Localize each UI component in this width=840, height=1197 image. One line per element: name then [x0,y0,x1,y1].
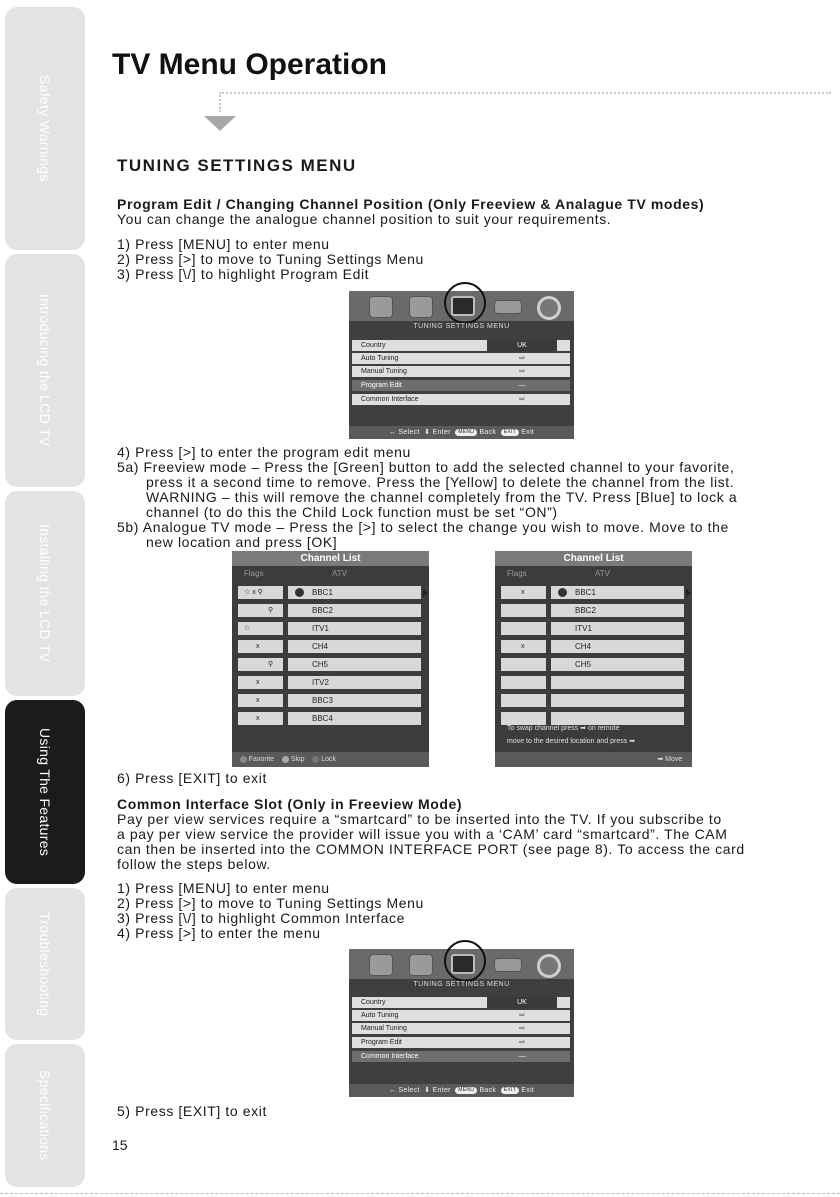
sound-icon [409,954,433,976]
channel-list-screenshot-freeview [232,551,429,767]
picture-icon [369,296,393,318]
sidebar-tab-safety-warnings[interactable] [5,7,85,250]
subheading-program-edit: Program Edit / Changing Channel Position (Only Freeview & Analague TV modes) [117,196,705,212]
channel-flag [501,694,546,707]
menu-icon-bar [349,291,574,321]
menu-icon-bar [349,949,574,979]
step-text: press it a second time to remove. Press the [Yellow] to delete the channel from the list. [146,474,735,490]
channel-row: BBC1 [551,586,684,599]
right-arrow-icon [686,589,691,597]
step-text: 1) Press [MENU] to enter menu [117,236,330,252]
step-text: 5) Press [EXIT] to exit [117,1103,267,1119]
channel-row: CH4 [551,640,684,653]
channel-row: CH4 [288,640,421,653]
subheading-common-interface: Common Interface Slot (Only in Freeview Mode) [117,796,463,812]
column-header-atv: ATV [595,569,610,578]
step-text: 4) Press [>] to enter the menu [117,925,321,941]
channel-list-footer: ➡ Move [495,752,692,767]
tab-label: Installing the LCD TV [37,524,53,663]
column-header-flags: Flags [244,569,264,578]
highlight-circle [444,940,486,982]
channel-flag: x [501,586,546,599]
sidebar-tab-specifications[interactable] [5,1044,85,1187]
step-text: new location and press [OK] [146,534,338,550]
channel-flag: x [238,712,283,725]
setup-icon [537,296,561,320]
down-arrow-icon [204,116,236,131]
channel-row: ITV1 [288,622,421,635]
swap-hint-line-2: move to the desired location and press ➡ [507,738,636,745]
sidebar-tab-troubleshooting[interactable] [5,888,85,1040]
channel-row: CH5 [551,658,684,671]
menu-row-country: Country UK [352,340,570,351]
tab-label: Introducing the LCD TV [37,294,53,447]
channel-icon [494,300,522,314]
menu-footer: ↔ Select ⬇ Enter MENU Back EXIT Exit [349,1084,574,1097]
intro-text: You can change the analogue channel position to suit your requirements. [117,211,612,227]
column-header-atv: ATV [332,569,347,578]
tab-label: Troubleshooting [37,911,53,1017]
step-text: 6) Press [EXIT] to exit [117,770,267,786]
channel-row [551,694,684,707]
channel-list-footer: Favorite Skip Lock [232,752,429,767]
tab-label: Using The Features [37,727,53,857]
menu-footer: ↔ Select ⬇ Enter MENU Back EXIT Exit [349,426,574,439]
channel-flag: ☆ x ⚲ [238,586,283,599]
step-text: 2) Press [>] to move to Tuning Settings Menu [117,895,424,911]
channel-row: BBC1 [288,586,421,599]
dotted-divider [219,92,831,94]
column-header-flags: Flags [507,569,527,578]
channel-list-title: Channel List [495,551,692,566]
dotted-divider-vertical [219,92,221,112]
channel-row: BBC2 [551,604,684,617]
play-icon [558,588,567,597]
tuning-settings-menu-screenshot-2 [349,949,574,1097]
section-heading: TUNING SETTINGS MENU [117,156,357,175]
menu-row-common-interface: Common Interface — [352,1051,570,1062]
channel-flag [501,658,546,671]
step-text: channel (to do this the Child Lock function must be set “ON”) [146,504,558,520]
setup-icon [537,954,561,978]
menu-row-program-edit: Program Edit ⇨ [352,1037,570,1048]
channel-row: CH5 [288,658,421,671]
channel-flag: ⚲ [238,658,283,671]
channel-row: BBC4 [288,712,421,725]
tab-label: Safety Warnings [37,75,53,182]
channel-flag: x [501,640,546,653]
highlight-circle [444,282,486,324]
right-arrow-icon [423,589,428,597]
step-text: WARNING – this will remove the channel completely from the TV. Press [Blue] to lock a [146,489,738,505]
channel-flag: ☆ [238,622,283,635]
page-number: 15 [112,1137,128,1153]
menu-row-country: Country UK [352,997,570,1008]
channel-flag [501,622,546,635]
channel-row: ITV2 [288,676,421,689]
menu-row-program-edit: Program Edit — [352,380,570,391]
sidebar-tab-introducing[interactable] [5,254,85,487]
tuning-settings-menu-screenshot-1 [349,291,574,439]
picture-icon [369,954,393,976]
channel-row: BBC2 [288,604,421,617]
swap-hint-line-1: To swap channel press ➡ on remote [507,725,620,732]
step-text: 5b) Analogue TV mode – Press the [>] to select the change you wish to move. Move to the [117,519,729,535]
menu-row-auto-tuning: Auto Tuning ⇨ [352,353,570,364]
channel-list-screenshot-analogue [495,551,692,767]
paragraph-text: Pay per view services require a “smartcard” to be inserted into the TV. If you subscribe to [117,811,722,827]
step-text: 3) Press [\/] to highlight Common Interface [117,910,406,926]
channel-row: BBC3 [288,694,421,707]
page-title: TV Menu Operation [112,48,388,81]
menu-title: TUNING SETTINGS MENU [413,981,510,988]
channel-icon [494,958,522,972]
menu-row-common-interface: Common Interface ⇨ [352,394,570,405]
channel-flag [501,676,546,689]
menu-row-manual-tuning: Manual Tuning ⇨ [352,1023,570,1034]
page-bottom-rule [0,1193,840,1194]
channel-flag: x [238,694,283,707]
channel-flag: x [238,640,283,653]
channel-row [551,676,684,689]
menu-row-manual-tuning: Manual Tuning ⇨ [352,366,570,377]
channel-flag [501,604,546,617]
menu-title: TUNING SETTINGS MENU [413,323,510,330]
step-text: 5a) Freeview mode – Press the [Green] button to add the selected channel to your favorite, [117,459,735,475]
menu-row-auto-tuning: Auto Tuning ⇨ [352,1010,570,1021]
step-text: 3) Press [\/] to highlight Program Edit [117,266,370,282]
channel-list-title: Channel List [232,551,429,566]
tab-label: Specifications [37,1070,53,1161]
step-text: 2) Press [>] to move to Tuning Settings Menu [117,251,424,267]
channel-flag: ⚲ [238,604,283,617]
channel-row: ITV1 [551,622,684,635]
channel-flag: x [238,676,283,689]
paragraph-text: a pay per view service the provider will issue you with a ‘CAM’ card “smartcard”. The CAM [117,826,728,842]
step-text: 4) Press [>] to enter the program edit menu [117,444,411,460]
sound-icon [409,296,433,318]
sidebar-tab-installing[interactable] [5,491,85,696]
play-icon [295,588,304,597]
paragraph-text: can then be inserted into the COMMON INTERFACE PORT (see page 8). To access the card [117,841,745,857]
sidebar-tab-using-features[interactable] [5,700,85,884]
paragraph-text: follow the steps below. [117,856,271,872]
step-text: 1) Press [MENU] to enter menu [117,880,330,896]
